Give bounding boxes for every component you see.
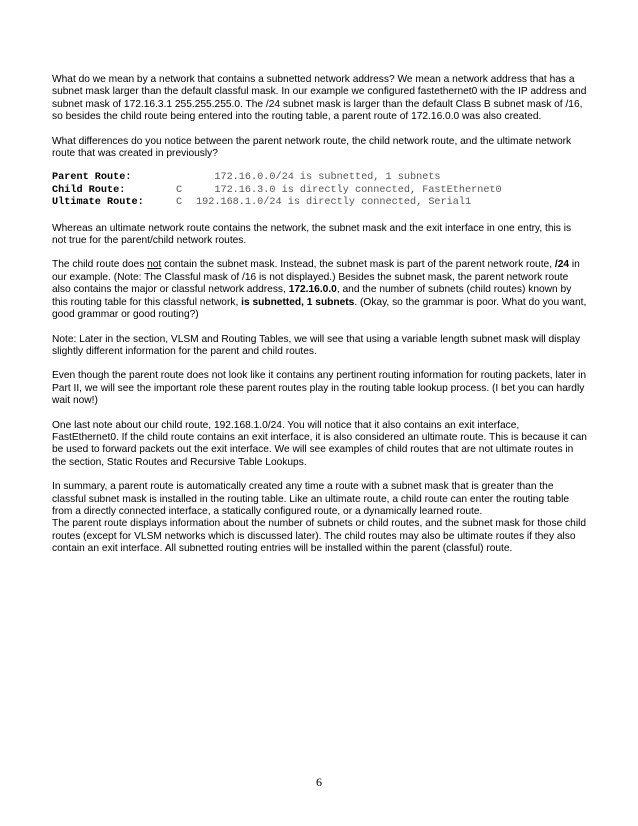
paragraph-child-route-note: One last note about our child route, 192.168.1.0/24. You will notice that it also contains an exit interface, FastEthernet0. If the child route contains an exit interface, it is also considered an ultimate route. This is because it can be used to forward packets out the exit interface. We will see examples of child routes that are not ultimate routes in the section, Static Routes and Recursive Table Lookups. (52, 419, 587, 468)
paragraph-ultimate-vs-parent: Whereas an ultimate network route contains the network, the subnet mask and the exit interface in one entry, this is not true for the parent/child network routes. (52, 222, 572, 247)
bold-mask: /24 (554, 259, 570, 271)
route-row-ultimate (52, 197, 588, 209)
summary-text-1: In summary, a parent route is automatically created any time a route with a subnet mask that is greater than the classful subnet mask is installed in the routing table. Like an ultimate route, a child route can enter the routing table from a directly connected interface, a statically configured route, or a dynamically learned route. (52, 481, 570, 517)
route-code: C (176, 197, 183, 209)
text-run: . (Okay, so the grammar is poor. What do you want, good grammar or good routing?) (52, 296, 587, 321)
text-run: contain the subnet mask. Instead, the subnet mask is part of the parent network route, (161, 259, 555, 271)
page-number: 6 (316, 775, 322, 789)
route-row-child (52, 185, 588, 197)
bold-subnetted: is subnetted, 1 subnets (241, 296, 355, 308)
route-entry: 172.16.0.0/24 is subnetted, 1 subnets (196, 172, 441, 184)
paragraph-child-route-mask (52, 259, 588, 321)
text-run: , and the number of subnets (child routes) known by this routing table for this classful network, (52, 284, 572, 308)
route-entry: 192.168.1.0/24 is directly connected, Serial1 (196, 197, 472, 209)
route-label: Ultimate Route: (52, 197, 144, 209)
paragraph-subnetted-definition: What do we mean by a network that contains a subnetted network address? We mean a network address that has a subnet mask larger than the default classful mask. In our example we configured fastethernet0 with the IP address and subnet mask of 172.16.3.1 255.255.255.0. The /24 subnet mask is larger than the default Class B subnet mask of /16, so besides the child route being entered into the routing table, a parent route of 172.16.0.0 was also created. (52, 74, 587, 123)
route-row-parent (52, 172, 588, 184)
paragraph-summary (52, 481, 588, 555)
route-label: Parent Route: (52, 172, 132, 184)
text-run: The child route does (52, 259, 148, 271)
route-entry: 172.16.3.0 is directly connected, FastEthernet0 (196, 184, 502, 196)
paragraph-vlsm-note: Note: Later in the section, VLSM and Routing Tables, we will see that using a variable length subnet mask will display slightly different information for the parent and child routes. (52, 333, 581, 357)
paragraph-differences-question: What differences do you notice between the parent network route, the child network route, and the ultimate network route that was created in previously? (52, 135, 572, 160)
routing-table-excerpt (52, 172, 588, 209)
route-label: Child Route: (52, 184, 126, 196)
underlined-not: not (147, 259, 162, 271)
route-code: C (176, 184, 183, 196)
bold-network: 172.16.0.0 (288, 284, 337, 296)
document-body (52, 74, 588, 556)
route-code (176, 172, 196, 184)
paragraph-parent-role: Even though the parent route does not look like it contains any pertinent routing information for routing packets, later in Part II, we will see the important role these parent routes play in the routing table lookup process. (I bet you can hardly wait now!) (52, 370, 587, 407)
summary-text-2: The parent route displays information about the number of subnets or child routes, and the subnet mask for those child routes (except for VLSM networks which is discussed later). The child routes may also be ultimate routes if they also contain an exit interface. All subnetted routing entries will be installed within the parent (classful) route. (52, 518, 587, 555)
text-run: in our example. (Note: The Classful mask of /16 is not displayed.) Besides the subnet mask, the parent network route also contains the major or classful network address, (52, 259, 580, 296)
